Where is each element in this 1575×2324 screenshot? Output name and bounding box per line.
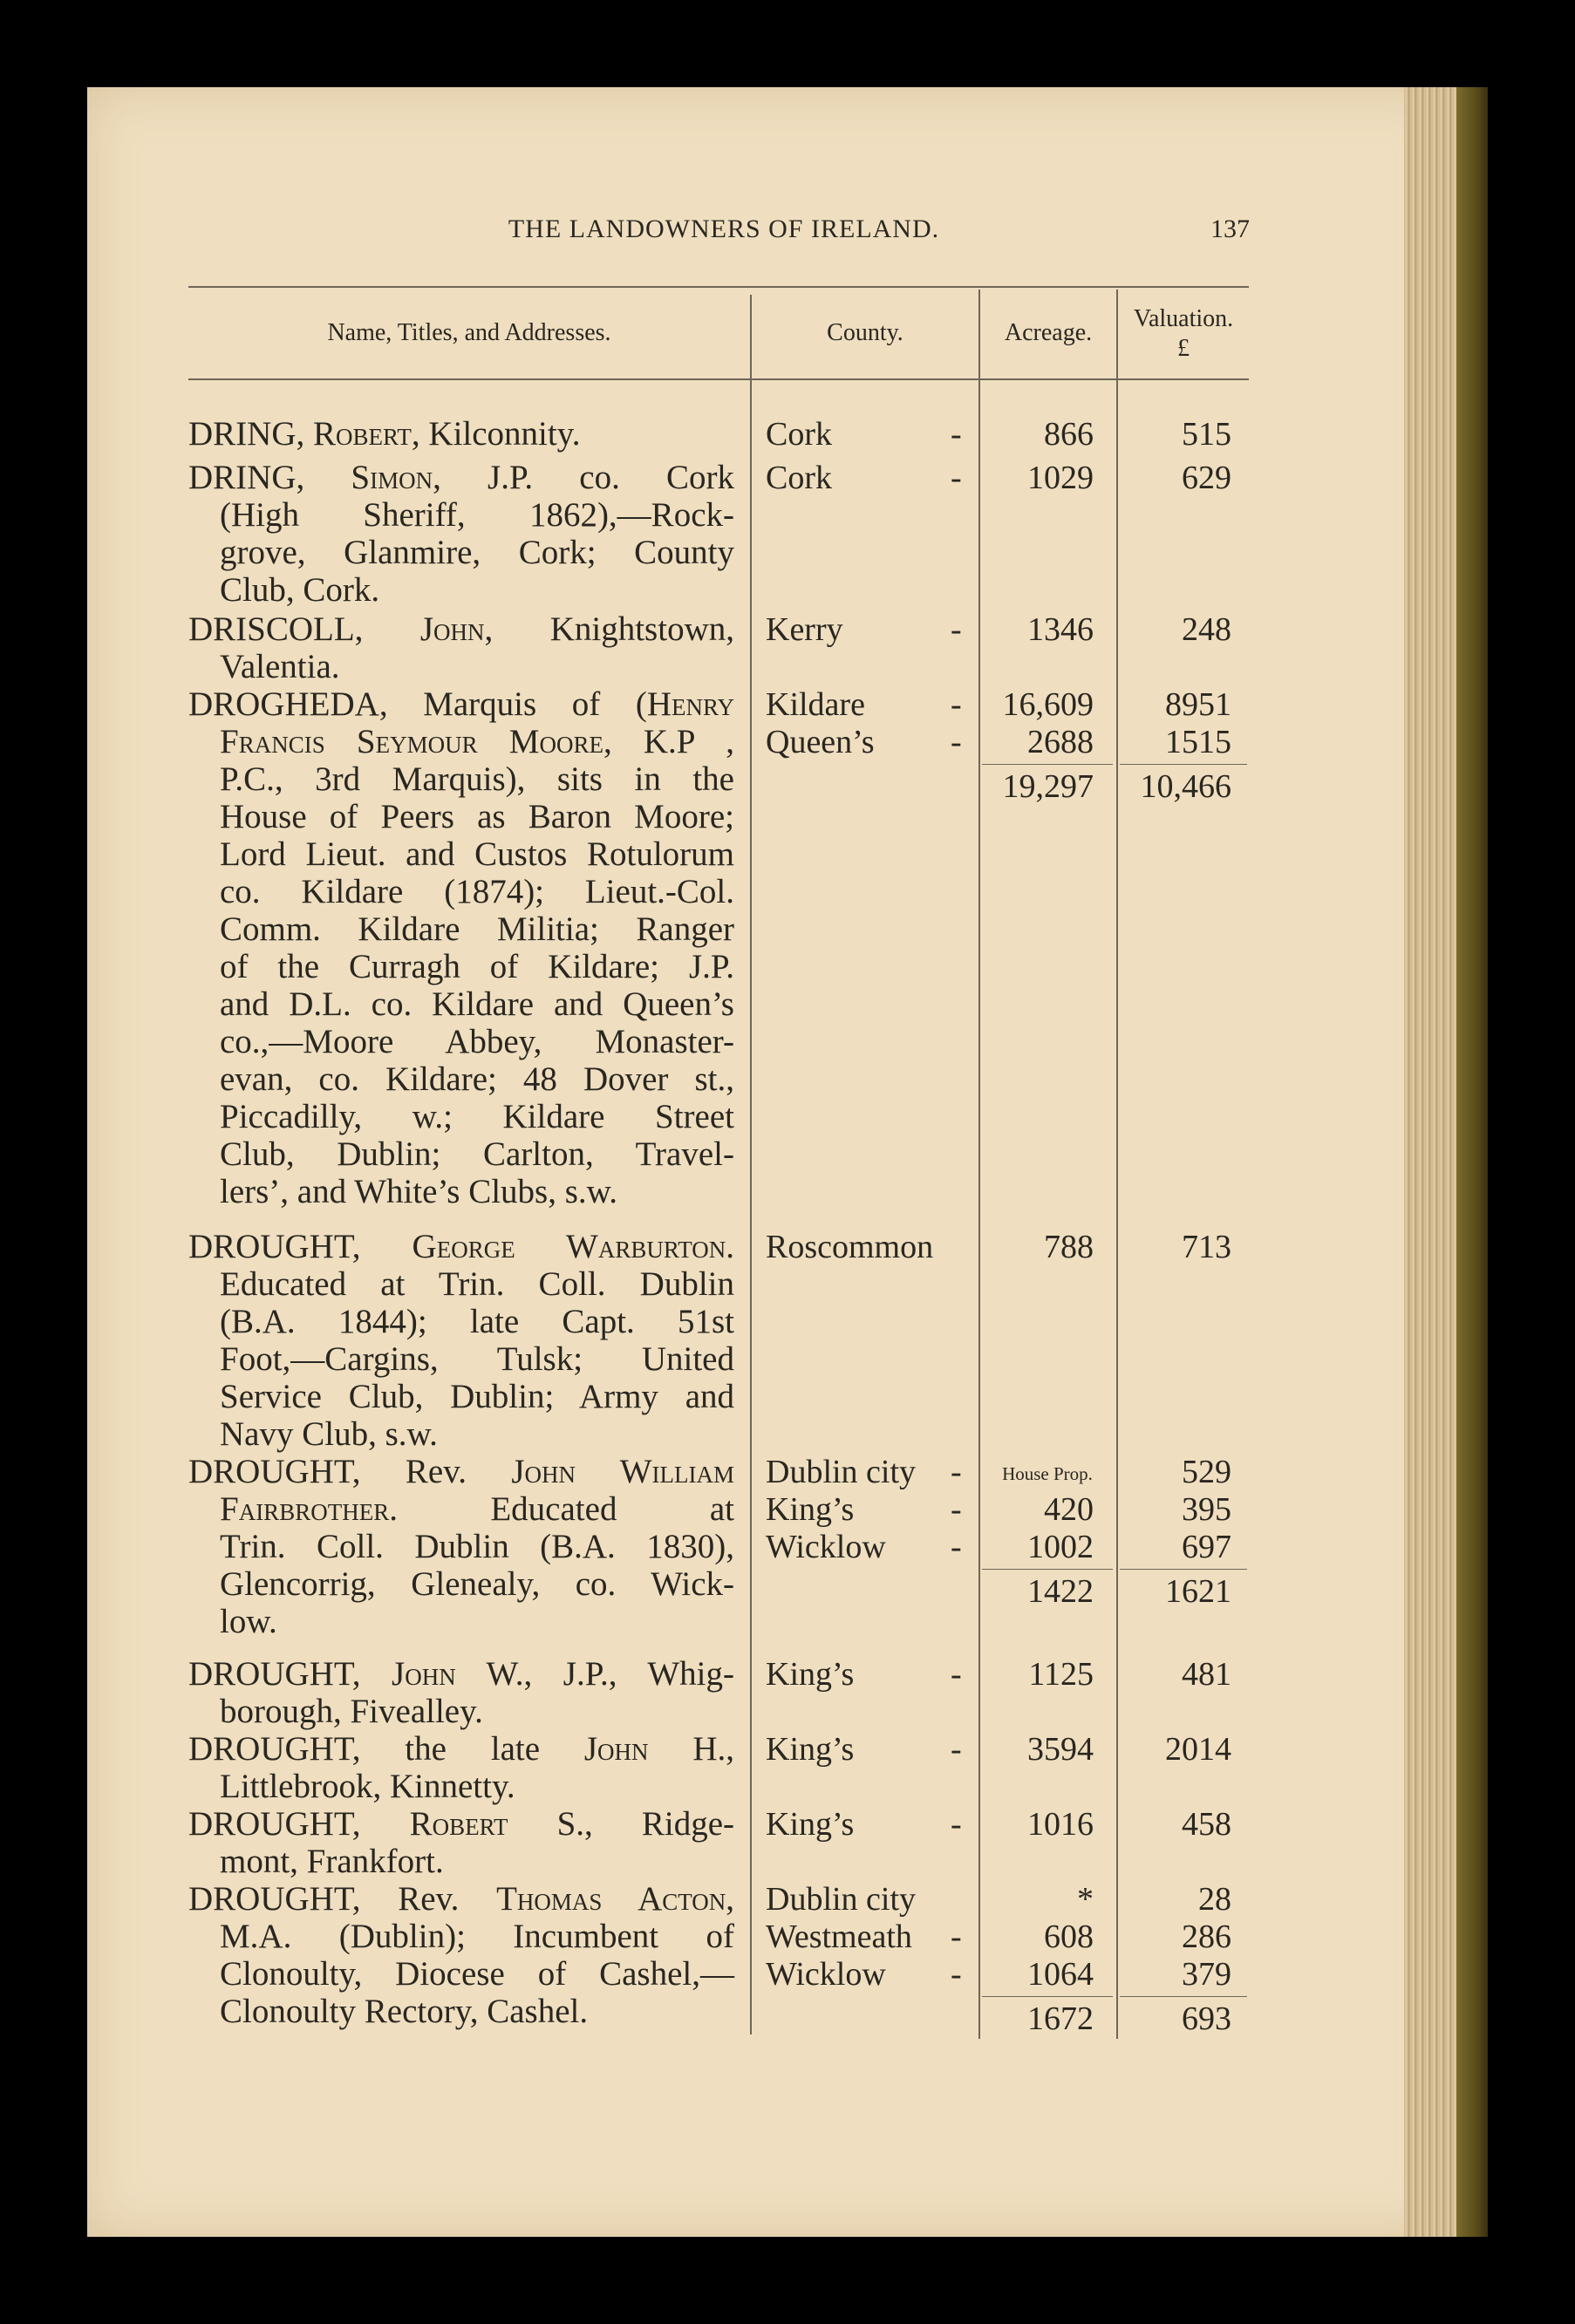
leader-dash: - (951, 1806, 962, 1843)
name-text: DROUGHT, Rev. (188, 1453, 512, 1490)
county-name: Cork (766, 416, 832, 453)
name-line (188, 1490, 734, 1528)
name-text: H., (648, 1730, 734, 1768)
name-text: Piccadilly, w.; Kildare Street (220, 1098, 734, 1135)
leader-dash: - (951, 1956, 962, 1993)
valuation-cell: 2014 (1165, 1731, 1231, 1768)
name-line (188, 1565, 734, 1603)
name-line (188, 1265, 734, 1303)
name-text: low. (220, 1603, 277, 1640)
acreage-cell: 16,609 (1002, 686, 1094, 723)
name-text: House of Peers as Baron Moore; (220, 798, 734, 835)
county-name: Dublin city (766, 1454, 917, 1490)
name-text: (High Sheriff, 1862),—Rock- (220, 496, 734, 534)
name-small-caps: Robert (313, 415, 412, 453)
entry-name (188, 1805, 734, 1880)
county-name: King’s (766, 1806, 855, 1843)
header-top-rule (188, 286, 1249, 288)
name-line (188, 685, 734, 723)
name-text: Comm. Kildare Militia; Ranger (220, 910, 734, 948)
name-line (188, 1880, 734, 1918)
name-text: Littlebrook, Kinnetty. (220, 1768, 515, 1805)
name-line (188, 496, 734, 534)
leader-dash: - (951, 1918, 962, 1955)
acreage-cell: 2688 (1027, 724, 1094, 760)
name-text: Educated at Trin. Coll. Dublin (220, 1265, 734, 1303)
county-cell (766, 1955, 966, 1993)
name-line (188, 723, 734, 760)
name-text: mont, Frankfort. (220, 1843, 444, 1880)
leader-dash: - (951, 686, 962, 723)
acreage-cell: 3594 (1027, 1731, 1094, 1768)
acreage-cell: 1029 (1027, 460, 1094, 496)
county-cell (766, 1805, 966, 1844)
name-line (188, 1098, 734, 1135)
name-text: , K.P , (603, 723, 734, 760)
name-line (188, 1453, 734, 1490)
name-line (188, 415, 734, 453)
leader-dash: - (951, 1731, 962, 1768)
name-text: evan, co. Kildare; 48 Dover st., (220, 1060, 734, 1098)
county-cell (766, 1490, 966, 1529)
name-text: DRISCOLL, (188, 610, 420, 648)
valuation-cell: 529 (1182, 1454, 1231, 1490)
page-number: 137 (1210, 215, 1250, 243)
county-name: Dublin city (766, 1881, 917, 1918)
acreage-cell: 420 (1044, 1491, 1094, 1528)
acreage-cell: * (1077, 1881, 1094, 1918)
valuation-cell: 458 (1182, 1806, 1231, 1843)
valuation-total: 693 (1182, 2000, 1231, 2037)
county-cell (766, 1880, 966, 1918)
valuation-cell: 629 (1182, 460, 1231, 496)
name-line (188, 1303, 734, 1340)
county-name: Westmeath (766, 1918, 912, 1955)
name-text: Valentia. (220, 648, 340, 685)
leader-dash: - (951, 1454, 962, 1490)
county-cell (766, 459, 966, 497)
name-line (188, 459, 734, 496)
county-name: Kildare (766, 686, 865, 723)
valuation-total: 1621 (1165, 1573, 1231, 1610)
name-line (188, 760, 734, 798)
name-text: , Kilconnity. (411, 415, 581, 453)
leader-dash: - (951, 460, 962, 496)
name-text: W., J.P., Whig- (455, 1655, 735, 1693)
name-line (188, 1693, 734, 1730)
name-line (188, 1805, 734, 1843)
name-small-caps: Francis Seymour Moore (220, 723, 603, 760)
name-line (188, 1993, 734, 2030)
valuation-column-divider (1116, 290, 1118, 2039)
name-line (188, 835, 734, 873)
total-rule-acreage (982, 1569, 1113, 1570)
county-name: King’s (766, 1656, 855, 1693)
name-text: Glencorrig, Glenealy, co. Wick- (220, 1565, 734, 1603)
valuation-cell: 8951 (1165, 686, 1231, 723)
acreage-cell: 608 (1044, 1918, 1094, 1955)
name-small-caps: Thomas Acton (496, 1880, 726, 1918)
name-small-caps: John (419, 610, 485, 648)
acreage-cell: 866 (1044, 416, 1094, 453)
county-cell (766, 1655, 966, 1694)
acreage-total: 1422 (1027, 1573, 1094, 1610)
name-text: DROUGHT, the late (188, 1730, 584, 1768)
entry-name (188, 685, 734, 1210)
name-text: and D.L. co. Kildare and Queen’s (220, 985, 734, 1023)
valuation-cell: 515 (1182, 416, 1231, 453)
leader-dash: - (951, 1656, 962, 1693)
name-small-caps: Fairbrother (220, 1490, 390, 1528)
acreage-column-divider (978, 290, 980, 2039)
entry-name (188, 459, 734, 609)
name-text: DROGHEDA, Marquis of ( (188, 685, 647, 723)
name-text: Clonoulty, Diocese of Cashel,— (220, 1955, 734, 1993)
name-line (188, 1378, 734, 1415)
valuation-cell: 697 (1182, 1529, 1231, 1565)
name-text: Navy Club, s.w. (220, 1415, 438, 1453)
county-name: Kerry (766, 611, 843, 648)
acreage-cell: 1016 (1027, 1806, 1094, 1843)
name-text: Service Club, Dublin; Army and (220, 1378, 734, 1415)
county-cell (766, 1228, 966, 1266)
name-line (188, 1655, 734, 1693)
county-cell (766, 1918, 966, 1956)
name-text: (B.A. 1844); late Capt. 51st (220, 1303, 734, 1340)
name-line (188, 798, 734, 835)
valuation-cell: 28 (1198, 1881, 1231, 1918)
county-name: Wicklow (766, 1529, 886, 1565)
name-text: Clonoulty Rectory, Cashel. (220, 1993, 589, 2030)
name-text: Foot,—Cargins, Tulsk; United (220, 1340, 734, 1378)
county-cell (766, 1528, 966, 1566)
entry-name (188, 1730, 734, 1805)
acreage-cell: 1346 (1027, 611, 1094, 648)
column-header-acreage: Acreage. (1004, 319, 1093, 346)
name-text: co. Kildare (1874); Lieut.-Col. (220, 873, 734, 910)
county-name: King’s (766, 1731, 855, 1768)
county-cell (766, 723, 966, 761)
name-line (188, 873, 734, 910)
name-line (188, 1528, 734, 1565)
entry-name (188, 610, 734, 685)
name-text: S., Ridge- (508, 1805, 734, 1843)
column-header-county: County. (827, 319, 903, 346)
county-cell (766, 1730, 966, 1769)
name-line (188, 985, 734, 1023)
valuation-cell: 481 (1182, 1656, 1231, 1693)
name-text: Club, Dublin; Carlton, Travel- (220, 1135, 734, 1173)
name-text: of the Curragh of Kildare; J.P. (220, 948, 734, 985)
entry-name (188, 1453, 734, 1640)
acreage-total: 19,297 (1002, 768, 1094, 805)
name-text: , J.P. co. Cork (433, 459, 734, 496)
entry-name (188, 1655, 734, 1730)
name-line (188, 571, 734, 609)
entry-name (188, 1228, 734, 1453)
county-name: Roscommon (766, 1229, 934, 1265)
total-rule-valuation (1120, 764, 1247, 765)
name-line (188, 1228, 734, 1265)
county-cell (766, 415, 966, 453)
county-name: Queen’s (766, 724, 875, 760)
total-rule-acreage (982, 764, 1113, 765)
name-line (188, 1603, 734, 1640)
name-small-caps: John (392, 1655, 456, 1693)
acreage-total: 1672 (1027, 2000, 1094, 2037)
valuation-cell: 379 (1182, 1956, 1231, 1993)
name-line (188, 1135, 734, 1173)
name-text: grove, Glanmire, Cork; County (220, 534, 734, 571)
entry-name (188, 1880, 734, 2030)
column-header-valuation: Valuation. (1133, 305, 1234, 332)
name-small-caps: John William (511, 1453, 734, 1490)
valuation-total: 10,466 (1140, 768, 1231, 805)
acreage-cell: 1125 (1028, 1656, 1094, 1693)
name-text: Lord Lieut. and Custos Rotulorum (220, 835, 734, 873)
name-text: DROUGHT, (188, 1655, 392, 1693)
name-line (188, 1173, 734, 1210)
county-name: King’s (766, 1491, 855, 1528)
name-line (188, 1843, 734, 1880)
name-line (188, 1955, 734, 1993)
leader-dash: - (951, 1529, 962, 1565)
total-rule-valuation (1120, 1996, 1247, 1997)
acreage-cell: 1064 (1027, 1956, 1094, 1993)
name-line (188, 1730, 734, 1768)
column-header-valuation-unit: £ (1177, 335, 1190, 362)
name-line (188, 534, 734, 571)
county-column-divider (750, 295, 752, 2034)
valuation-cell: 395 (1182, 1491, 1231, 1528)
leader-dash: - (951, 416, 962, 453)
header-bottom-rule (188, 378, 1249, 380)
county-name: Cork (766, 460, 832, 496)
name-text: Club, Cork. (220, 571, 380, 609)
name-text: DROUGHT, (188, 1805, 410, 1843)
acreage-cell: 1002 (1027, 1529, 1094, 1565)
name-line (188, 1340, 734, 1378)
leader-dash: - (951, 724, 962, 760)
name-line (188, 648, 734, 685)
name-text: DRING, (188, 459, 351, 496)
total-rule-acreage (982, 1996, 1113, 1997)
name-line (188, 910, 734, 948)
valuation-cell: 1515 (1165, 724, 1231, 760)
county-cell (766, 1453, 966, 1491)
name-text: DRING, (188, 415, 313, 453)
county-cell (766, 610, 966, 649)
leader-dash: - (951, 1491, 962, 1528)
book-spine (1456, 87, 1488, 2237)
name-small-caps: George Warburton (412, 1228, 726, 1265)
name-text: , (726, 1880, 734, 1918)
name-text: Trin. Coll. Dublin (B.A. 1830), (220, 1528, 734, 1565)
entry-name (188, 415, 734, 453)
name-small-caps: John (583, 1730, 649, 1768)
name-line (188, 1768, 734, 1805)
name-text: . Educated at (389, 1490, 734, 1528)
county-name: Wicklow (766, 1956, 886, 1993)
name-text: DROUGHT, Rev. (188, 1880, 497, 1918)
name-text: co.,—Moore Abbey, Monaster- (220, 1023, 734, 1060)
name-small-caps: Robert (409, 1805, 508, 1843)
acreage-cell: 788 (1044, 1229, 1094, 1265)
name-small-caps: Simon (351, 459, 433, 496)
valuation-cell: 713 (1182, 1229, 1231, 1265)
name-text: . (726, 1228, 734, 1265)
name-line (188, 1918, 734, 1955)
county-cell (766, 685, 966, 724)
acreage-cell: House Prop. (1002, 1463, 1093, 1484)
name-small-caps: Henry (646, 685, 734, 723)
name-text: lers’, and White’s Clubs, s.w. (220, 1173, 618, 1210)
name-line (188, 1415, 734, 1453)
total-rule-valuation (1120, 1569, 1247, 1570)
name-text: DROUGHT, (188, 1228, 412, 1265)
name-text: , Knightstown, (484, 610, 734, 648)
name-text: borough, Fivealley. (220, 1693, 483, 1730)
name-text: P.C., 3rd Marquis), sits in the (220, 760, 734, 798)
column-header-name: Name, Titles, and Addresses. (327, 319, 611, 346)
name-line (188, 1060, 734, 1098)
name-text: M.A. (Dublin); Incumbent of (220, 1918, 734, 1955)
name-line (188, 948, 734, 985)
name-line (188, 1023, 734, 1060)
valuation-cell: 248 (1182, 611, 1231, 648)
leader-dash: - (951, 611, 962, 648)
name-line (188, 610, 734, 648)
valuation-cell: 286 (1182, 1918, 1231, 1955)
running-title: THE LANDOWNERS OF IRELAND. (508, 215, 940, 243)
